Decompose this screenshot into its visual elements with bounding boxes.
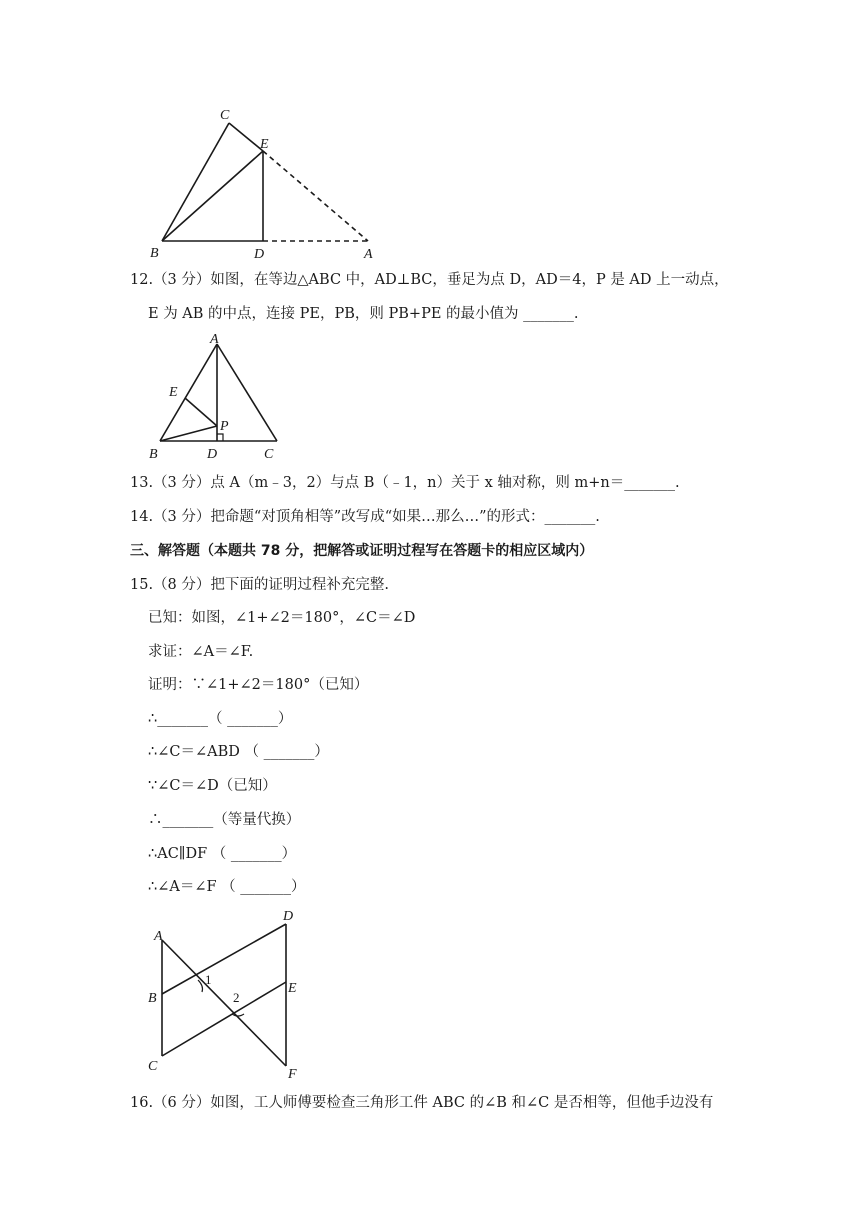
figure-q12-triangle [140, 330, 300, 465]
q15-title: 15.（8 分）把下面的证明过程补充完整. [130, 577, 390, 593]
q15-proof-step3: ∴∠C＝∠ABD （ _______） [148, 744, 329, 760]
q15-label-B: B [148, 991, 157, 1006]
q11-label-D: D [254, 247, 265, 262]
q11-label-A: A [364, 247, 373, 262]
q15-proof-step4: ∵∠C＝∠D（已知） [148, 778, 277, 794]
q15-label-C: C [148, 1059, 158, 1074]
q15-angle-2-label: 2 [233, 990, 240, 1005]
q15-label-F: F [288, 1067, 297, 1082]
q12-text-line1: 12.（3 分）如图，在等边△ABC 中，AD⊥BC，垂足为点 D，AD＝4，P 是 AD 上一动点， [130, 272, 729, 288]
q15-proof-step7: ∴∠A＝∠F （ _______） [148, 879, 306, 895]
q15-label-E: E [288, 981, 297, 996]
q15-proof-step2: ∴_______（ _______） [148, 711, 293, 727]
q14-text: 14.（3 分）把命题“对顶角相等”改写成“如果…那么…”的形式：_______. [130, 509, 600, 525]
q11-label-E: E [260, 137, 269, 152]
q12-text-line2: E 为 AB 的中点，连接 PE，PB，则 PB+PE 的最小值为 _______. [148, 306, 579, 322]
q15-prove: 求证：∠A＝∠F. [148, 644, 254, 660]
q12-label-B: B [149, 447, 158, 462]
q12-label-P: P [220, 419, 229, 434]
q15-proof-step5: ∴_______（等量代换） [148, 812, 301, 828]
q12-label-C: C [264, 447, 274, 462]
figure-q15-parallel-lines [140, 900, 320, 1085]
section3-heading: 三、解答题（本题共 78 分，把解答或证明过程写在答题卡的相应区域内） [130, 543, 594, 559]
q15-label-A: A [154, 929, 163, 944]
q15-angle-1-label: 1 [205, 972, 212, 987]
q15-proof-step1: 证明：∵∠1+∠2＝180°（已知） [148, 677, 369, 693]
figure-q11-triangle [140, 100, 390, 265]
q11-label-C: C [220, 108, 230, 123]
q13-text: 13.（3 分）点 A（m﹣3，2）与点 B（﹣1，n）关于 x 轴对称，则 m+n＝_______. [130, 475, 680, 491]
q15-label-D: D [283, 909, 294, 924]
q15-proof-step6: ∴AC∥DF （ _______） [148, 846, 297, 862]
q16-text: 16.（6 分）如图，工人师傅要检查三角形工件 ABC 的∠B 和∠C 是否相等，但他手边没有 [130, 1095, 714, 1111]
q12-label-E: E [169, 385, 178, 400]
q15-given: 已知：如图，∠1+∠2＝180°，∠C＝∠D [148, 610, 416, 626]
q12-label-D: D [207, 447, 218, 462]
q12-label-A: A [210, 332, 219, 347]
q11-label-B: B [150, 246, 159, 261]
